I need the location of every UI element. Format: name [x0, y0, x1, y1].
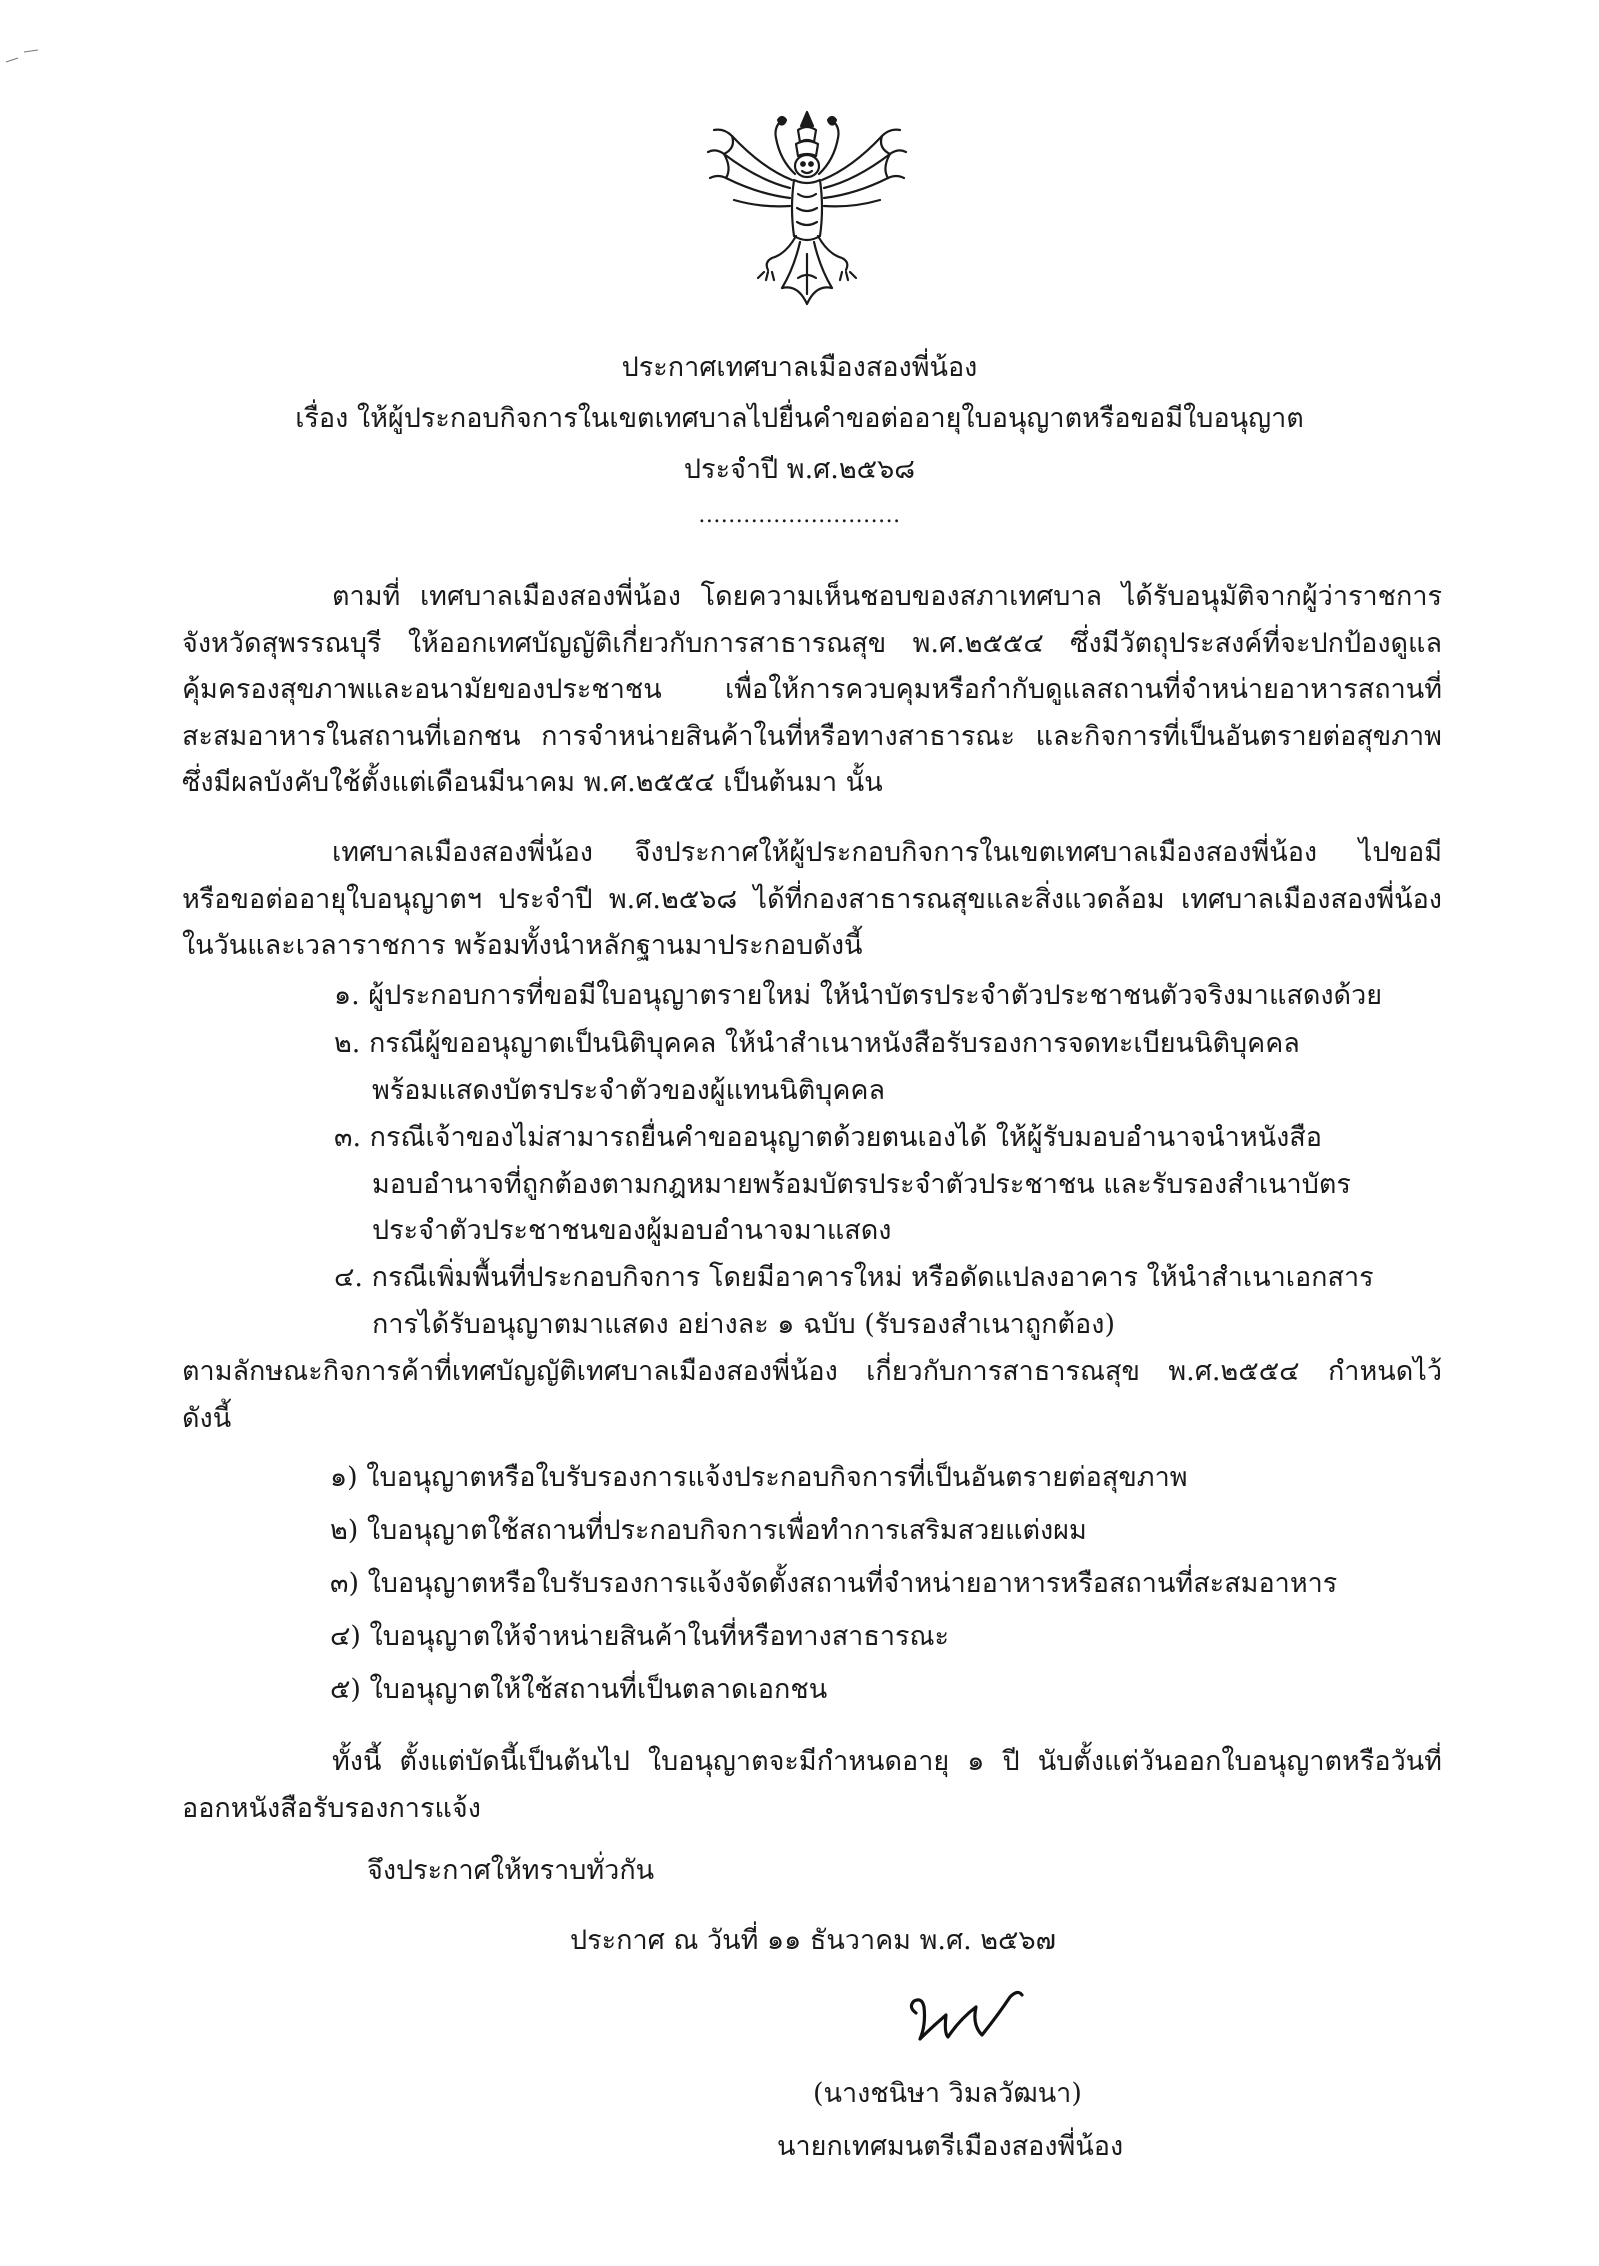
requirement-item-1: [334, 973, 1444, 1020]
requirement-item-4: [334, 1255, 1444, 1348]
license-type-item: ๓) ใบอนุญาตหรือใบรับรองการแจ้งจัดตั้งสถานที่จำหน่ายอาหารหรือสถานที่สะสมอาหาร: [330, 1568, 1338, 1599]
requirement-item-3: [334, 1115, 1444, 1255]
license-intro-line: ตามลักษณะกิจการค้าที่เทศบัญญัติเทศบาลเมืองสองพี่น้อง เกี่ยวกับการสาธารณสุข พ.ศ.๒๕๕๔ กำหนดไว้: [182, 1356, 1442, 1387]
license-type-item: ๔) ใบอนุญาตให้จำหน่ายสินค้าในที่หรือทางสาธารณะ: [330, 1621, 950, 1652]
scan-mark: [4, 46, 44, 76]
requirement-line: ๑. ผู้ประกอบการที่ขอมีใบอนุญาตรายใหม่ ให้นำบัตรประจำตัวประชาชนตัวจริงมาแสดงด้วย: [334, 980, 1383, 1011]
requirement-line: ๔. กรณีเพิ่มพื้นที่ประกอบกิจการ โดยมีอาคารใหม่ หรือดัดแปลงอาคาร ให้นำสำเนาเอกสาร: [334, 1262, 1374, 1293]
requirement-line: ประจำตัวประชาชนของผู้มอบอำนาจมาแสดง: [372, 1215, 892, 1246]
announcement-date: ประกาศ ณ วันที่ ๑๑ ธันวาคม พ.ศ. ๒๕๖๗: [570, 1925, 1056, 1956]
license-intro-paragraph: [182, 1349, 1442, 1442]
garuda-emblem-icon: [702, 108, 912, 313]
instruction-line: ในวันและเวลาราชการ พร้อมทั้งนำหลักฐานมาประกอบดังนี้: [182, 930, 863, 961]
requirement-line: ๓. กรณีเจ้าของไม่สามารถยื่นคำขออนุญาตด้วยตนเองได้ ให้ผู้รับมอบอำนาจนำหนังสือ: [334, 1122, 1322, 1153]
announcement-subject: เรื่อง ให้ผู้ประกอบกิจการในเขตเทศบาลไปยื่นคำขอต่ออายุใบอนุญาตหรือขอมีใบอนุญาต: [295, 403, 1304, 434]
announcement-year: ประจำปี พ.ศ.๒๕๖๘: [683, 454, 916, 485]
requirement-item-2: [334, 1021, 1444, 1114]
requirement-line: พร้อมแสดงบัตรประจำตัวของผู้แทนนิติบุคคล: [372, 1074, 886, 1106]
intro-paragraph: [182, 574, 1442, 807]
validity-line: ทั้งนี้ ตั้งแต่บัดนี้เป็นต้นไป ใบอนุญาตจะมีกำหนดอายุ ๑ ปี นับตั้งแต่วันออกใบอนุญาตหรือวันที่: [332, 1746, 1442, 1777]
intro-line: จังหวัดสุพรรณบุรี ให้ออกเทศบัญญัติเกี่ยวกับการสาธารณสุข พ.ศ.๒๕๕๔ ซึ่งมีวัตถุประสงค์ที่จะปกป้องดูแล: [182, 627, 1442, 659]
instruction-line: หรือขอต่ออายุใบอนุญาตฯ ประจำปี พ.ศ.๒๕๖๘ ได้ที่กองสาธารณสุขและสิ่งแวดล้อม เทศบาลเมืองสองพี่น้อง: [182, 883, 1442, 915]
title-divider: ...........................: [698, 503, 901, 528]
requirement-line: ๒. กรณีผู้ขออนุญาตเป็นนิติบุคคล ให้นำสำเนาหนังสือรับรองการจดทะเบียนนิติบุคคล: [334, 1028, 1300, 1059]
intro-line: คุ้มครองสุขภาพและอนามัยของประชาชน เพื่อให้การควบคุมหรือกำกับดูแลสถานที่จำหน่ายอาหารสถานที่: [182, 674, 1442, 705]
signatory-position: นายกเทศมนตรีเมืองสองพี่น้อง: [777, 2131, 1124, 2162]
signature-icon: [898, 1985, 1038, 2055]
license-type-item: ๕) ใบอนุญาตให้ใช้สถานที่เป็นตลาดเอกชน: [330, 1674, 828, 1705]
validity-line: ออกหนังสือรับรองการแจ้ง: [182, 1792, 481, 1824]
instruction-paragraph: [182, 830, 1442, 970]
validity-paragraph: [182, 1739, 1442, 1832]
requirement-line: การได้รับอนุญาตมาแสดง อย่างละ ๑ ฉบับ (รับรองสำเนาถูกต้อง): [372, 1308, 1115, 1340]
intro-line: ซึ่งมีผลบังคับใช้ตั้งแต่เดือนมีนาคม พ.ศ.๒๕๕๔ เป็นต้นมา นั้น: [182, 767, 883, 798]
intro-line: สะสมอาหารในสถานที่เอกชน การจำหน่ายสินค้าในที่หรือทางสาธารณะ และกิจการที่เป็นอันตรายต่อสุขภาพ: [182, 720, 1442, 752]
signatory-name: (นางชนิษา วิมลวัฒนา): [813, 2078, 1082, 2109]
license-intro-line: ดังนี้: [182, 1402, 232, 1434]
requirement-line: มอบอำนาจที่ถูกต้องตามกฎหมายพร้อมบัตรประจำตัวประชาชน และรับรองสำเนาบัตร: [372, 1168, 1351, 1200]
announcement-title: ประกาศเทศบาลเมืองสองพี่น้อง: [621, 352, 978, 383]
license-type-item: ๑) ใบอนุญาตหรือใบรับรองการแจ้งประกอบกิจการที่เป็นอันตรายต่อสุขภาพ: [330, 1462, 1188, 1493]
license-type-item: ๒) ใบอนุญาตใช้สถานที่ประกอบกิจการเพื่อทำการเสริมสวยแต่งผม: [330, 1515, 1087, 1546]
intro-line: ตามที่ เทศบาลเมืองสองพี่น้อง โดยความเห็นชอบของสภาเทศบาล ได้รับอนุมัติจากผู้ว่าราชการ: [332, 581, 1442, 612]
instruction-line: เทศบาลเมืองสองพี่น้อง จึงประกาศให้ผู้ประกอบกิจการในเขตเทศบาลเมืองสองพี่น้อง ไปขอมี: [332, 837, 1442, 868]
closing-statement: จึงประกาศให้ทราบทั่วกัน: [367, 1855, 655, 1886]
